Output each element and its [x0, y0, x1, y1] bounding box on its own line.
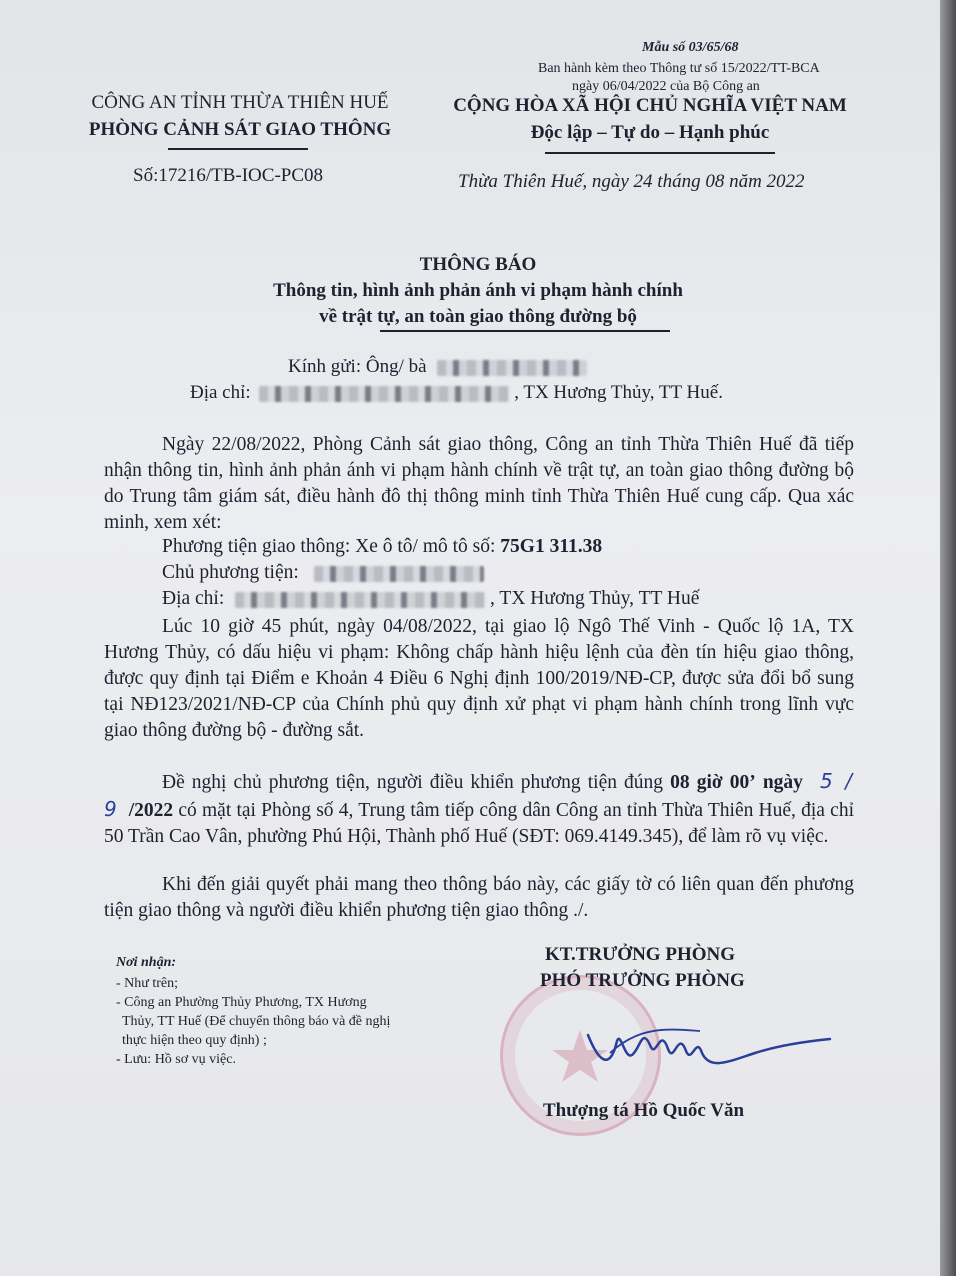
recipient-address: [190, 382, 723, 404]
address-label: Địa chỉ:: [190, 382, 251, 403]
paragraph-4: Khi đến giải quyết phải mang theo thông báo này, các giấy tờ có liên quan đến phương tiện giao thông và người điều khiển phương tiện giao thông ./.: [104, 874, 854, 921]
page-edge-shadow: [940, 0, 956, 1276]
owner-address-label: Địa chỉ:: [162, 588, 225, 609]
redacted-address: [259, 386, 509, 402]
title-underline: [380, 330, 670, 332]
agency-underline: [168, 148, 308, 150]
recipients-heading: Nơi nhận:: [116, 955, 177, 970]
form-code: Mẫu số 03/65/68: [642, 40, 739, 55]
recipients-item-5: - Lưu: Hồ sơ vụ việc.: [116, 1052, 236, 1067]
signature-title-1: KT.TRƯỞNG PHÒNG: [545, 944, 735, 965]
place-date: Thừa Thiên Huế, ngày 24 tháng 08 năm 2022: [458, 171, 805, 192]
signature-title-2: PHÓ TRƯỞNG PHÒNG: [540, 970, 745, 991]
form-issued-line1: Ban hành kèm theo Thông tư số 15/2022/TT-BCA: [538, 61, 820, 76]
vehicle-label: Phương tiện giao thông: Xe ô tô/ mô tô số:: [162, 536, 496, 557]
owner-address-tail: , TX Hương Thủy, TT Huế: [490, 588, 700, 609]
appointment-time: 08 giờ 00’: [670, 772, 756, 793]
appointment-day-label: ngày: [762, 772, 803, 793]
address-tail: , TX Hương Thủy, TT Huế.: [514, 382, 723, 403]
notice-title: THÔNG BÁO: [419, 254, 537, 275]
recipients-item-4: thực hiện theo quy định) ;: [122, 1033, 267, 1048]
p3-text-a: Đề nghị chủ phương tiện, người điều khiển phương tiện đúng: [162, 772, 664, 793]
recipient-greeting: [288, 356, 587, 378]
signer-name: Thượng tá Hồ Quốc Văn: [543, 1100, 745, 1121]
appointment-year: /2022: [128, 800, 174, 821]
paragraph-3: [104, 768, 854, 850]
motto-underline: [545, 152, 775, 154]
paragraph-2: Lúc 10 giờ 45 phút, ngày 04/08/2022, tại giao lộ Ngô Thế Vinh - Quốc lộ 1A, TX Hương Thủy, có dấu hiệu vi phạm: Không chấp hành hiệu lệnh của đèn tín hiệu giao thông, được quy định tại Điểm e Khoản 4 Điều 6 Nghị định 100/2019/NĐ-CP, được sửa đổi bổ sung tại NĐ123/2021/NĐ-CP của Chính phủ quy định xử phạt vi phạm hành chính trong lĩnh vực giao thông đường bộ - đường sắt.: [104, 616, 854, 741]
document-number: Số:17216/TB-IOC-PC08: [133, 165, 324, 186]
greeting-text: Kính gửi: Ông/ bà: [288, 356, 427, 377]
handwritten-date: 5 / 9: [104, 769, 855, 821]
recipients-item-2: - Công an Phường Thủy Phương, TX Hương: [116, 995, 367, 1010]
license-plate: 75G1 311.38: [500, 536, 603, 557]
p3-text-b: có mặt tại Phòng số 4, Trung tâm tiếp công dân Công an tỉnh Thừa Thiên Huế, địa chỉ 50 Trần Cao Vân, phường Phú Hội, Thành phố Huế (SĐT: 069.4149.345), để làm rõ vụ việc.: [104, 800, 854, 847]
owner-label: Chủ phương tiện:: [162, 562, 299, 583]
recipients-item-3: Thủy, TT Huế (Để chuyển thông báo và đề nghị: [122, 1014, 391, 1029]
nation-motto: Độc lập – Tự do – Hạnh phúc: [530, 122, 770, 143]
redacted-owner: [314, 566, 484, 582]
nation-line1: CỘNG HÒA XÃ HỘI CHỦ NGHĨA VIỆT NAM: [453, 95, 847, 116]
redacted-name: [437, 360, 587, 376]
owner-line: [162, 562, 484, 584]
notice-subtitle-2: về trật tự, an toàn giao thông đường bộ: [319, 306, 637, 327]
vehicle-line: [162, 536, 602, 558]
agency-line2: PHÒNG CẢNH SÁT GIAO THÔNG: [88, 119, 392, 140]
redacted-owner-address: [235, 592, 485, 608]
form-issued-line2: ngày 06/04/2022 của Bộ Công an: [572, 79, 760, 94]
recipients-item-1: - Như trên;: [116, 976, 179, 991]
notice-subtitle-1: Thông tin, hình ảnh phản ánh vi phạm hành chính: [273, 280, 683, 301]
paragraph-1: Ngày 22/08/2022, Phòng Cảnh sát giao thông, Công an tỉnh Thừa Thiên Huế đã tiếp nhận thông tin, hình ảnh phản ánh vi phạm hành chính về trật tự, an toàn giao thông đường bộ do Trung tâm giám sát, điều hành đô thị thông minh tỉnh Thừa Thiên Huế cung cấp. Qua xác minh, xem xét:: [104, 434, 854, 533]
owner-address-line: [162, 588, 699, 610]
agency-line1: CÔNG AN TỈNH THỪA THIÊN HUẾ: [91, 92, 389, 113]
handwritten-signature: [580, 1005, 840, 1085]
